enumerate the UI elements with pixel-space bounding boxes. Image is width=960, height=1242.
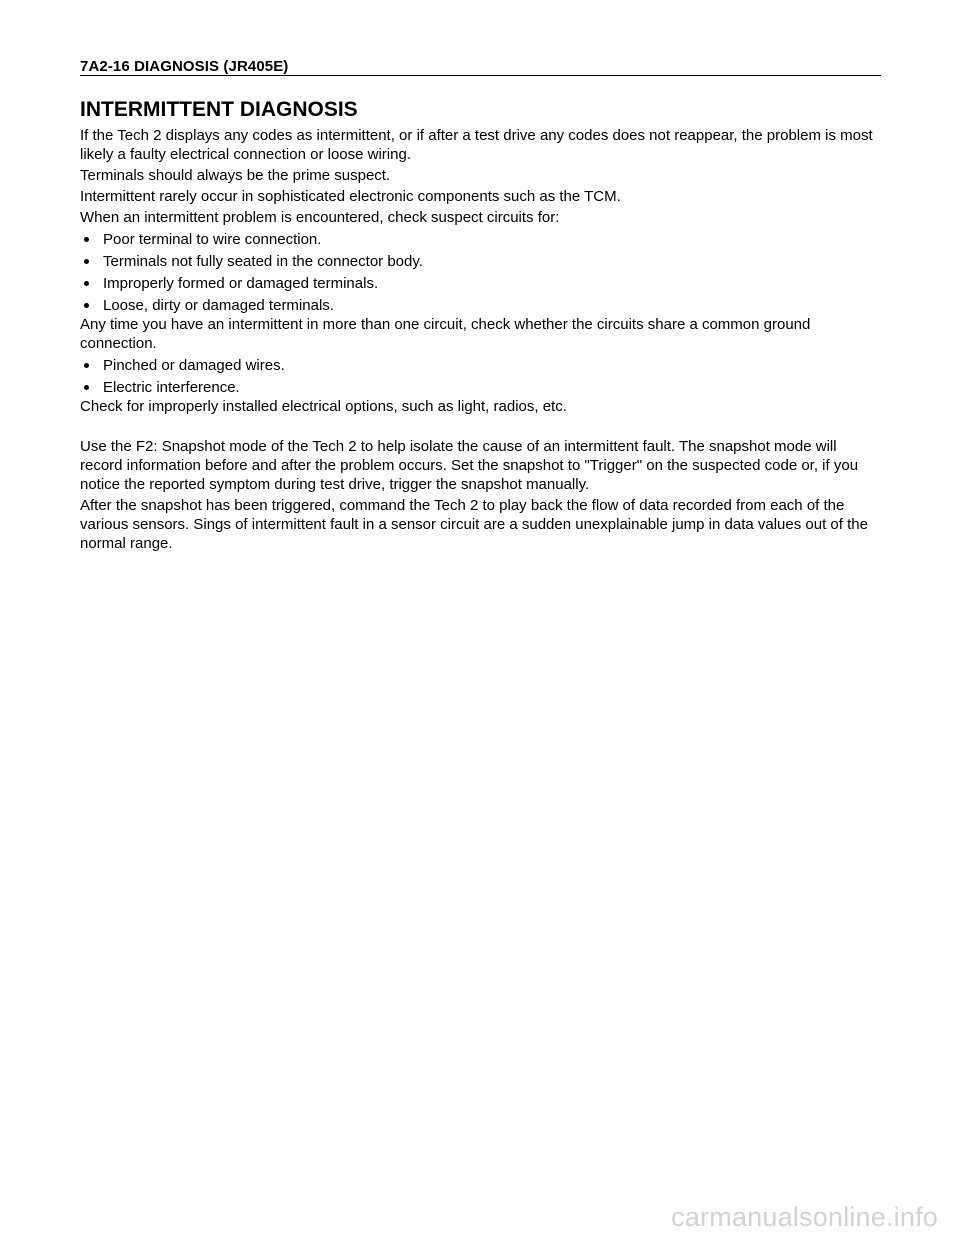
header-rule [80,75,881,76]
list-item [80,296,880,315]
watermark-text: carmanualsonline.info [671,1202,938,1232]
intro-paragraph: If the Tech 2 displays any codes as intermittent, or if after a test drive any codes does not reappear, the problem is most likely a faulty electrical connection or loose wiring. [80,127,873,163]
list-item-text: Electric interference. [103,379,240,396]
terminals-paragraph: Terminals should always be the prime suspect. [80,167,391,184]
list-item-text: Pinched or damaged wires. [103,357,285,374]
components-paragraph: Intermittent rarely occur in sophisticated electronic components such as the TCM. [80,188,621,205]
section-intermittent-diagnosis [80,97,880,553]
list-item-text: Poor terminal to wire connection. [103,231,322,248]
list-item [80,378,880,397]
bullet-icon [84,363,89,368]
list-item [80,230,880,249]
list-item [80,274,880,293]
bullet-icon [84,303,89,308]
bullet-icon [84,259,89,264]
bullet-icon [84,281,89,286]
circuit-checklist [80,230,880,315]
bullet-icon [84,385,89,390]
list-item-text: Loose, dirty or damaged terminals. [103,297,334,314]
list-item-text: Terminals not fully seated in the connector body. [103,253,423,270]
wiring-checklist [80,356,880,397]
running-header: 7A2-16 DIAGNOSIS (JR405E) [80,58,289,75]
options-paragraph: Check for improperly installed electrical options, such as light, radios, etc. [80,398,567,415]
list-item [80,356,880,375]
check-circuits-paragraph: When an intermittent problem is encountered, check suspect circuits for: [80,209,560,226]
list-item [80,252,880,271]
playback-paragraph: After the snapshot has been triggered, command the Tech 2 to play back the flow of data recorded from each of the various sensors. Sings of intermittent fault in a sensor circuit are a sudden unexplainable jump in data values out of the normal range. [80,497,868,552]
common-ground-paragraph: Any time you have an intermittent in more than one circuit, check whether the circuits share a common ground connection. [80,316,811,352]
snapshot-paragraph: Use the F2: Snapshot mode of the Tech 2 to help isolate the cause of an intermittent fault. The snapshot mode will record information before and after the problem occurs. Set the snapshot to "Trigger" on the suspected code or, if you notice the reported symptom during test drive, trigger the snapshot manually. [80,438,859,493]
section-title: INTERMITTENT DIAGNOSIS [80,98,358,121]
bullet-icon [84,237,89,242]
list-item-text: Improperly formed or damaged terminals. [103,275,379,292]
